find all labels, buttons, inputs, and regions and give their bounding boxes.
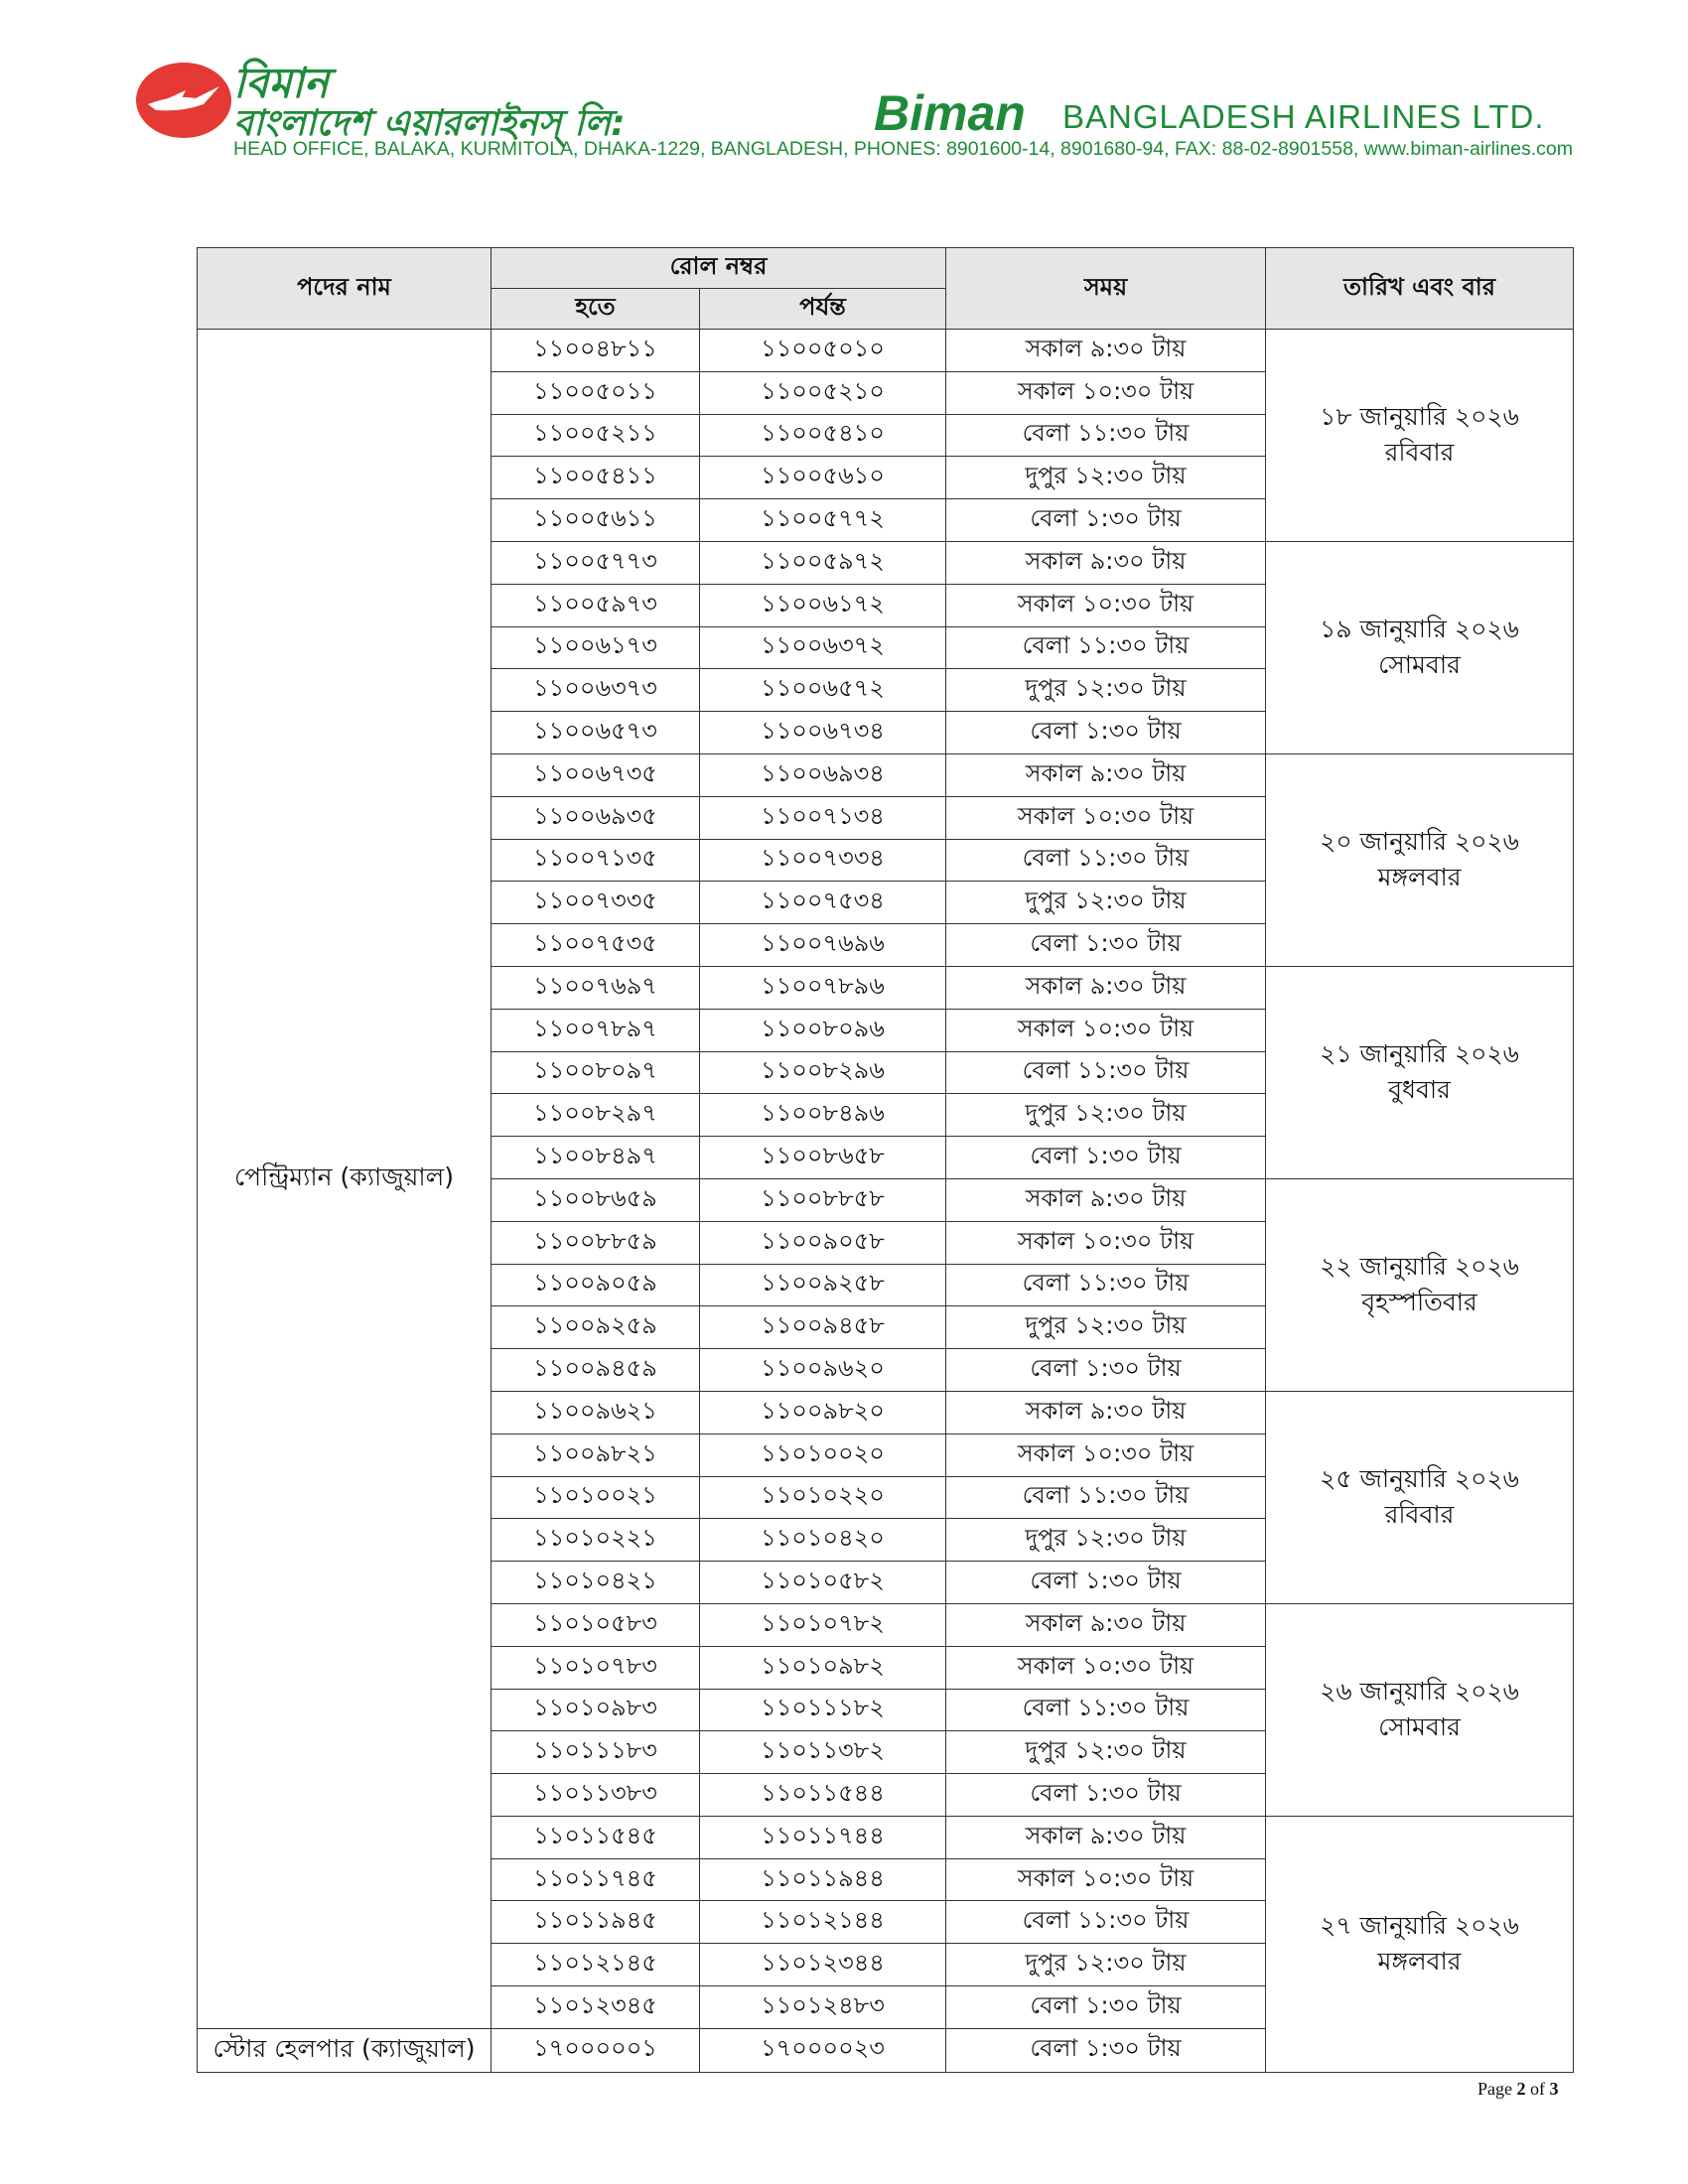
roll-to-cell: ১১০০৮২৯৬ [700,1051,946,1094]
exam-day: মঙ্গলবার [1377,1947,1462,1977]
roll-from-cell: ১১০০৫২১১ [492,414,700,457]
roll-time-cell: দুপুর ১২:৩০ টায় [946,1094,1266,1137]
header-roll: রোল নম্বর [492,248,946,289]
roll-time-cell: বেলা ১১:৩০ টায় [946,626,1266,669]
roll-from-cell: ১১০০৮৮৫৯ [492,1221,700,1264]
letterhead [134,55,1573,174]
roll-from-cell: ১১০১২১৪৫ [492,1944,700,1986]
roll-to-cell: ১১০১০৪২০ [700,1519,946,1562]
roll-time-cell: বেলা ১:৩০ টায় [946,499,1266,542]
header-date: তারিখ এবং বার [1266,248,1574,330]
date-day-cell [1266,1178,1574,1391]
exam-date: ১৯ জানুয়ারি ২০২৬ [1320,614,1519,644]
company-name-english: BANGLADESH AIRLINES LTD. [1062,98,1545,135]
exam-date: ২৫ জানুয়ারি ২০২৬ [1320,1464,1519,1494]
roll-time-cell: বেলা ১১:৩০ টায় [946,1051,1266,1094]
roll-time-cell: সকাল ১০:৩০ টায় [946,1221,1266,1264]
roll-time-cell: বেলা ১১:৩০ টায় [946,839,1266,882]
date-day-cell [1266,1391,1574,1603]
roll-to-cell: ১১০০৫০১০ [700,330,946,372]
roll-time-cell: বেলা ১:৩০ টায় [946,712,1266,754]
roll-time-cell: দুপুর ১২:৩০ টায় [946,1519,1266,1562]
roll-to-cell: ১১০০৫৭৭২ [700,499,946,542]
roll-to-cell: ১১০০৯৬২০ [700,1349,946,1392]
roll-time-cell: সকাল ৯:৩০ টায় [946,1816,1266,1858]
roll-time-cell: সকাল ৯:৩০ টায় [946,1603,1266,1646]
roll-to-cell: ১১০০৬৩৭২ [700,626,946,669]
roll-from-cell: ১১০০৮২৯৭ [492,1094,700,1137]
exam-day: রবিবার [1384,1500,1455,1530]
head-office-address: HEAD OFFICE, BALAKA, KURMITOLA, DHAKA-1229, BANGLADESH, PHONES: 8901600-14, 8901680-94, FAX: 88-02-8901558, www.biman-airlines.com [233,138,1573,160]
roll-time-cell: সকাল ১০:৩০ টায় [946,584,1266,626]
roll-time-cell: দুপুর ১২:৩০ টায় [946,457,1266,499]
exam-date: ২২ জানুয়ারি ২০২৬ [1320,1252,1519,1282]
roll-time-cell: সকাল ১০:৩০ টায় [946,1433,1266,1476]
roll-to-cell: ১১০১০২২০ [700,1476,946,1519]
roll-to-cell: ১১০০৮০৯৬ [700,1009,946,1051]
roll-time-cell: দুপুর ১২:৩০ টায় [946,1731,1266,1774]
roll-from-cell: ১১০০৫৬১১ [492,499,700,542]
date-day-cell [1266,1603,1574,1816]
exam-day: বৃহস্পতিবার [1361,1288,1477,1317]
roll-time-cell: দুপুর ১২:৩০ টায় [946,669,1266,712]
roll-to-cell: ১৭০০০০২৩ [700,2028,946,2072]
roll-from-cell: ১১০০৭৮৯৭ [492,1009,700,1051]
roll-to-cell: ১১০০৭৫৩৪ [700,882,946,924]
exam-day: রবিবার [1384,438,1455,468]
roll-from-cell: ১১০১০৭৮৩ [492,1646,700,1689]
roll-to-cell: ১১০০৯০৫৮ [700,1221,946,1264]
roll-from-cell: ১১০১০৫৮৩ [492,1603,700,1646]
roll-to-cell: ১১০১২৩৪৪ [700,1944,946,1986]
roll-time-cell: সকাল ৯:৩০ টায় [946,1178,1266,1221]
roll-from-cell: ১৭০০০০০১ [492,2028,700,2072]
roll-to-cell: ১১০০৮৪৯৬ [700,1094,946,1137]
roll-time-cell: বেলা ১১:৩০ টায় [946,1689,1266,1731]
roll-time-cell: বেলা ১:৩০ টায় [946,1774,1266,1817]
roll-to-cell: ১১০১২১৪৪ [700,1901,946,1944]
roll-time-cell: বেলা ১১:৩০ টায় [946,1476,1266,1519]
roll-time-cell: বেলা ১১:৩০ টায় [946,1901,1266,1944]
roll-to-cell: ১১০০৯৮২০ [700,1391,946,1433]
date-day-cell [1266,541,1574,753]
roll-from-cell: ১১০০৭১৩৫ [492,839,700,882]
company-name-english-word: Biman [874,85,1026,141]
roll-to-cell: ১১০০৮৬৫৮ [700,1137,946,1179]
roll-from-cell: ১১০১১৫৪৫ [492,1816,700,1858]
exam-day: সোমবার [1378,1712,1461,1742]
exam-date: ১৮ জানুয়ারি ২০২৬ [1320,402,1519,432]
roll-from-cell: ১১০০৫৯৭৩ [492,584,700,626]
roll-to-cell: ১১০১১৭৪৪ [700,1816,946,1858]
roll-time-cell: সকাল ১০:৩০ টায় [946,796,1266,839]
roll-from-cell: ১১০০৮৪৯৭ [492,1137,700,1179]
roll-from-cell: ১১০০৭৬৯৭ [492,966,700,1009]
roll-to-cell: ১১০১০০২০ [700,1433,946,1476]
date-day-cell [1266,330,1574,542]
roll-to-cell: ১১০১০৯৮২ [700,1646,946,1689]
roll-time-cell: দুপুর ১২:৩০ টায় [946,1944,1266,1986]
date-day-cell [1266,1816,1574,2072]
roll-from-cell: ১১০০৯২৫৯ [492,1306,700,1349]
roll-from-cell: ১১০০৯৪৫৯ [492,1349,700,1392]
roll-time-cell: দুপুর ১২:৩০ টায় [946,1306,1266,1349]
roll-time-cell: বেলা ১:৩০ টায় [946,2028,1266,2072]
roll-time-cell: সকাল ৯:৩০ টায় [946,330,1266,372]
roll-to-cell: ১১০০৭৩৩৪ [700,839,946,882]
exam-date: ২৭ জানুয়ারি ২০২৬ [1320,1911,1519,1941]
roll-from-cell: ১১০০৭৫৩৫ [492,924,700,967]
roll-from-cell: ১১০০৪৮১১ [492,330,700,372]
roll-from-cell: ১১০০৫০১১ [492,371,700,414]
roll-from-cell: ১১০০৬৩৭৩ [492,669,700,712]
roll-from-cell: ১১০১০৪২১ [492,1562,700,1604]
roll-from-cell: ১১০১১৯৪৫ [492,1901,700,1944]
roll-to-cell: ১১০১১৯৪৪ [700,1858,946,1901]
roll-from-cell: ১১০০৮০৯৭ [492,1051,700,1094]
exam-date: ২৬ জানুয়ারি ২০২৬ [1320,1677,1519,1706]
roll-from-cell: ১১০১০৯৮৩ [492,1689,700,1731]
roll-to-cell: ১১০০৬৯৩৪ [700,753,946,796]
roll-time-cell: বেলা ১:৩০ টায় [946,1986,1266,2029]
company-name-bengali-line2: বাংলাদেশ এয়ারলাইনস্ লি: [233,103,626,144]
roll-to-cell: ১১০০৭৮৯৬ [700,966,946,1009]
roll-to-cell: ১১০০৭১৩৪ [700,796,946,839]
date-day-cell [1266,966,1574,1178]
roll-to-cell: ১১০১২৪৮৩ [700,1986,946,2029]
roll-from-cell: ১১০১২৩৪৫ [492,1986,700,2029]
roll-from-cell: ১১০০৫৭৭৩ [492,541,700,584]
company-name-bengali-line1: বিমান [233,59,329,107]
roll-time-cell: সকাল ৯:৩০ টায় [946,541,1266,584]
roll-time-cell: দুপুর ১২:৩০ টায় [946,882,1266,924]
roll-to-cell: ১১০১০৫৮২ [700,1562,946,1604]
roll-time-cell: সকাল ১০:৩০ টায় [946,1646,1266,1689]
exam-date: ২১ জানুয়ারি ২০২৬ [1320,1039,1519,1069]
header-roll-to: পর্যন্ত [700,289,946,330]
roll-to-cell: ১১০০৭৬৯৬ [700,924,946,967]
exam-day: মঙ্গলবার [1377,863,1462,892]
roll-time-cell: বেলা ১:৩০ টায় [946,1562,1266,1604]
header-roll-from: হতে [492,289,700,330]
roll-from-cell: ১১০০৯৬২১ [492,1391,700,1433]
post-name-cell: স্টোর হেলপার (ক্যাজুয়াল) [198,2028,492,2072]
roll-from-cell: ১১০০৬৯৩৫ [492,796,700,839]
roll-from-cell: ১১০১১৭৪৫ [492,1858,700,1901]
roll-time-cell: সকাল ৯:৩০ টায় [946,966,1266,1009]
header-post: পদের নাম [198,248,492,330]
roll-time-cell: বেলা ১১:৩০ টায় [946,414,1266,457]
roll-from-cell: ১১০১০০২১ [492,1476,700,1519]
roll-from-cell: ১১০১১১৮৩ [492,1731,700,1774]
roll-from-cell: ১১০১১৩৮৩ [492,1774,700,1817]
roll-to-cell: ১১০১১১৮২ [700,1689,946,1731]
roll-to-cell: ১১০০৬১৭২ [700,584,946,626]
roll-to-cell: ১১০০৯৪৫৮ [700,1306,946,1349]
exam-day: সোমবার [1378,650,1461,680]
roll-to-cell: ১১০০৬৫৭২ [700,669,946,712]
roll-time-cell: সকাল ১০:৩০ টায় [946,1009,1266,1051]
roll-time-cell: সকাল ১০:৩০ টায় [946,1858,1266,1901]
roll-from-cell: ১১০০৯৮২১ [492,1433,700,1476]
roll-time-cell: বেলা ১:৩০ টায় [946,924,1266,967]
roll-time-cell: সকাল ৯:৩০ টায় [946,753,1266,796]
roll-time-cell: সকাল ১০:৩০ টায় [946,371,1266,414]
roll-time-cell: বেলা ১:৩০ টায় [946,1137,1266,1179]
roll-from-cell: ১১০০৮৬৫৯ [492,1178,700,1221]
roll-to-cell: ১১০০৫৯৭২ [700,541,946,584]
roll-from-cell: ১১০১০২২১ [492,1519,700,1562]
roll-to-cell: ১১০১১৩৮২ [700,1731,946,1774]
roll-to-cell: ১১০০৮৮৫৮ [700,1178,946,1221]
exam-schedule-table [197,247,1574,2073]
roll-to-cell: ১১০০৫২১০ [700,371,946,414]
date-day-cell [1266,753,1574,966]
roll-from-cell: ১১০০৭৩৩৫ [492,882,700,924]
roll-to-cell: ১১০০৫৪১০ [700,414,946,457]
biman-logo-icon [134,61,233,140]
roll-from-cell: ১১০০৯০৫৯ [492,1264,700,1306]
roll-to-cell: ১১০১১৫৪৪ [700,1774,946,1817]
roll-to-cell: ১১০০৫৬১০ [700,457,946,499]
roll-from-cell: ১১০০৬৭৩৫ [492,753,700,796]
roll-from-cell: ১১০০৬৫৭৩ [492,712,700,754]
table-row [198,330,1574,372]
roll-from-cell: ১১০০৬১৭৩ [492,626,700,669]
roll-to-cell: ১১০০৯২৫৮ [700,1264,946,1306]
roll-to-cell: ১১০১০৭৮২ [700,1603,946,1646]
roll-time-cell: বেলা ১:৩০ টায় [946,1349,1266,1392]
roll-to-cell: ১১০০৬৭৩৪ [700,712,946,754]
post-name-cell: পেন্ট্রিম্যান (ক্যাজুয়াল) [198,330,492,2029]
roll-time-cell: বেলা ১১:৩০ টায় [946,1264,1266,1306]
exam-day: বুধবার [1388,1075,1451,1105]
page-number: Page 2 of 3 [1477,2079,1559,2099]
roll-time-cell: সকাল ৯:৩০ টায় [946,1391,1266,1433]
roll-from-cell: ১১০০৫৪১১ [492,457,700,499]
exam-date: ২০ জানুয়ারি ২০২৬ [1320,827,1519,857]
header-time: সময় [946,248,1266,330]
